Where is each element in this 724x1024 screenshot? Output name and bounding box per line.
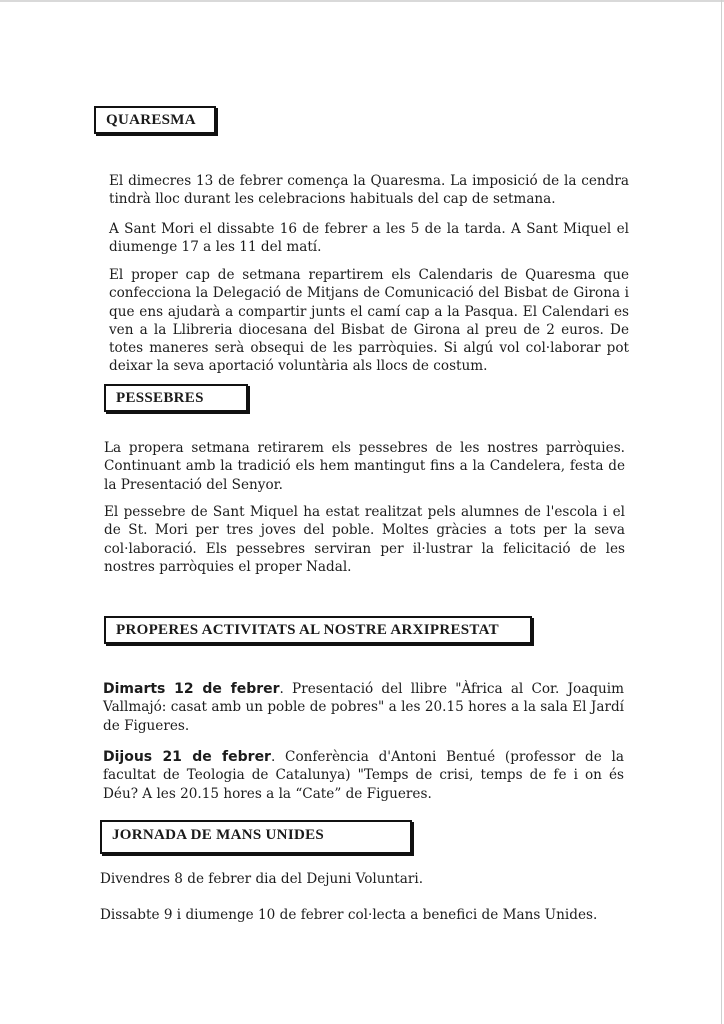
mans-unides-paragraph-1: Divendres 8 de febrer dia del Dejuni Voluntari. (100, 871, 424, 887)
page-top-edge (0, 0, 724, 2)
heading-quaresma (94, 106, 216, 134)
pessebres-paragraph-1: La propera setmana retirarem els pessebres de les nostres parròquies. Continuant amb la tradició els hem mantingut fins a la Candelera, festa de la Presentació del Senyor. (104, 440, 625, 493)
activitat-item-1-text: . Presentació del llibre "Àfrica al Cor. Joaquim Vallmajó: casat amb un poble de pobres" a les 20.15 hores a la sala El Jardí de Figueres. (103, 681, 624, 734)
heading-activitats-label: PROPERES ACTIVITATS AL NOSTRE ARXIPRESTAT (116, 622, 499, 638)
activitat-item-1-date: Dimarts 12 de febrer (103, 681, 280, 697)
heading-pessebres (104, 384, 248, 412)
pessebres-paragraph-2: El pessebre de Sant Miquel ha estat realitzat pels alumnes de l'escola i el de St. Mori per tres joves del poble. Moltes gràcies a tots per la seva col·laboració. Els pessebres serviran per il·lustrar la felicitació de les nostres parròquies el proper Nadal. (104, 504, 625, 575)
mans-unides-paragraph-2: Dissabte 9 i diumenge 10 de febrer col·lecta a benefici de Mans Unides. (100, 907, 598, 923)
heading-mans-unides (100, 820, 412, 854)
activitat-item-2-text: . Conferència d'Antoni Bentué (professor de la facultat de Teologia de Catalunya) "Temps de crisi, temps de fe i on és Déu? A les 20.15 hores a la “Cate” de Figueres. (103, 749, 624, 802)
activitat-item-1 (103, 680, 624, 735)
quaresma-paragraph-2: A Sant Mori el dissabte 16 de febrer a les 5 de la tarda. A Sant Miquel el diumenge 17 a les 11 del matí. (109, 221, 629, 256)
quaresma-paragraph-3: El proper cap de setmana repartirem els Calendaris de Quaresma que confecciona la Delegació de Mitjans de Comunicació del Bisbat de Girona i que ens ajudarà a compartir junts el camí cap a la Pasqua. El Calendari es ven a la Llibreria diocesana del Bisbat de Girona al preu de 2 euros. De totes maneres serà obsequi de les parròquies. Si algú vol col·laborar pot deixar la seva aportació voluntària als llocs de costum. (109, 267, 629, 375)
heading-quaresma-label: QUARESMA (106, 112, 196, 128)
quaresma-paragraph-1: El dimecres 13 de febrer comença la Quaresma. La imposició de la cendra tindrà lloc durant les celebracions habituals del cap de setmana. (109, 173, 629, 208)
heading-activitats (104, 616, 532, 644)
activitat-item-2 (103, 748, 624, 803)
heading-mans-unides-label: JORNADA DE MANS UNIDES (112, 827, 325, 843)
page-right-edge (721, 0, 722, 1024)
activitat-item-2-date: Dijous 21 de febrer (103, 749, 271, 765)
heading-pessebres-label: PESSEBRES (116, 390, 204, 406)
